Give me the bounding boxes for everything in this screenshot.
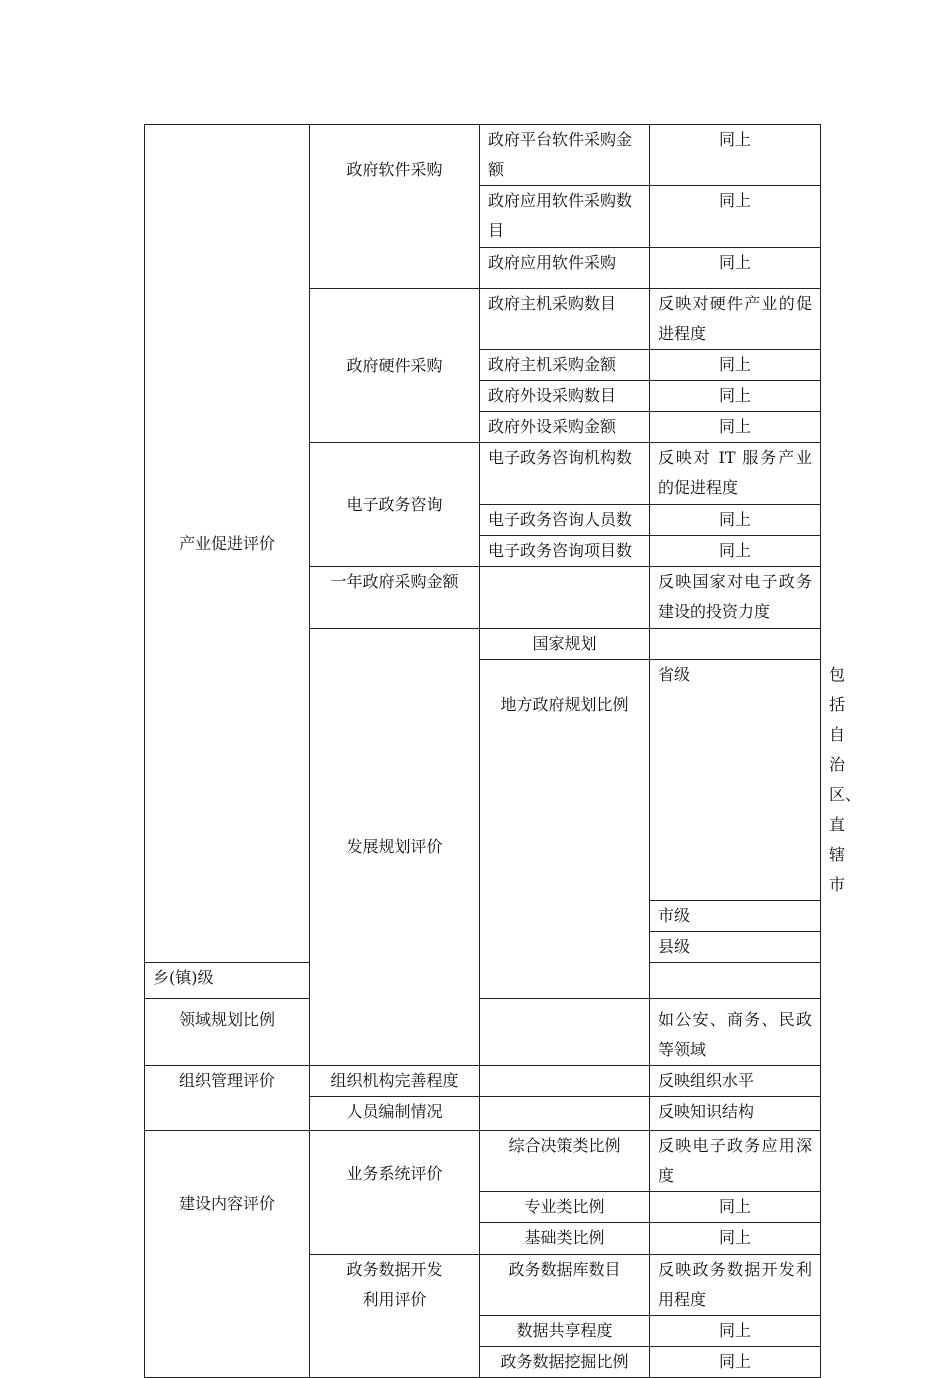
subcategory-cell: 政务数据开发 利用评价: [310, 1255, 480, 1378]
subcategory-cell: 政府硬件采购: [310, 289, 480, 443]
indicator-cell: 数据共享程度: [480, 1316, 650, 1347]
indicator-cell: 政府应用软件采购: [480, 248, 650, 289]
note-cell: 同上: [650, 1347, 821, 1378]
indicator-cell: [480, 1066, 650, 1097]
indicator-cell: 政务数据挖掘比例: [480, 1347, 650, 1378]
note-cell: 同上: [650, 1192, 821, 1223]
subcategory-cell: 地方政府规划比例: [480, 660, 650, 999]
subcategory-cell: 政府软件采购: [310, 125, 480, 289]
indicator-cell: 乡(镇)级: [145, 963, 310, 999]
note-cell: 同上: [650, 412, 821, 443]
subcategory-cell: 国家规划: [480, 629, 650, 660]
note-cell: 反映知识结构: [650, 1097, 821, 1131]
note-cell: [650, 963, 821, 999]
indicator-cell: 电子政务咨询项目数: [480, 536, 650, 567]
indicator-cell: 省级: [650, 660, 821, 901]
indicator-cell: 电子政务咨询人员数: [480, 505, 650, 536]
table-row: [145, 1131, 821, 1192]
indicator-cell: 政府主机采购金额: [480, 350, 650, 381]
table-row: [145, 125, 821, 186]
table-row: [145, 1066, 821, 1097]
indicator-cell: 县级: [650, 932, 821, 963]
subcategory-cell: 电子政务咨询: [310, 443, 480, 567]
note-cell: 同上: [650, 350, 821, 381]
indicator-cell: 政务数据库数目: [480, 1255, 650, 1316]
indicator-cell: 市级: [650, 901, 821, 932]
note-cell: 反映国家对电子政务建设的投资力度: [650, 567, 821, 629]
category-cell: 产业促进评价: [145, 125, 310, 963]
indicator-cell: 电子政务咨询机构数: [480, 443, 650, 505]
indicator-cell: [480, 999, 650, 1066]
note-cell: 反映政务数据开发利用程度: [650, 1255, 821, 1316]
indicator-cell: 政府外设采购数目: [480, 381, 650, 412]
note-cell: 同上: [650, 505, 821, 536]
indicator-cell: [480, 567, 650, 629]
note-cell: 如公安、商务、民政等领域: [650, 999, 821, 1066]
subcategory-cell: 领域规划比例: [145, 999, 310, 1066]
note-cell: 同上: [650, 536, 821, 567]
note-cell: 同上: [650, 125, 821, 186]
indicator-cell: [480, 1097, 650, 1131]
category-cell: 组织管理评价: [145, 1066, 310, 1131]
table-row: 地方政府规划比例 省级 包括自治区、直辖市: [145, 660, 821, 901]
indicator-cell: 基础类比例: [480, 1223, 650, 1255]
note-cell: 反映对硬件产业的促进程度: [650, 289, 821, 350]
note-cell: 同上: [650, 1316, 821, 1347]
table-body: [145, 125, 862, 1378]
note-cell: 同上: [650, 248, 821, 289]
note-cell: 同上: [650, 1223, 821, 1255]
category-cell: 发展规划评价: [310, 629, 480, 1066]
subcategory-cell: 一年政府采购金额: [310, 567, 480, 629]
subcategory-cell: 人员编制情况: [310, 1097, 480, 1131]
indicator-cell: 政府外设采购金额: [480, 412, 650, 443]
subcategory-cell: 组织机构完善程度: [310, 1066, 480, 1097]
note-cell: 同上: [650, 381, 821, 412]
note-cell: 反映电子政务应用深度: [650, 1131, 821, 1192]
indicator-cell: 专业类比例: [480, 1192, 650, 1223]
note-cell: 反映对 IT 服务产业的促进程度: [650, 443, 821, 505]
indicator-cell: 政府平台软件采购金额: [480, 125, 650, 186]
category-cell: 建设内容评价: [145, 1131, 310, 1378]
note-cell: 同上: [650, 186, 821, 248]
indicator-cell: 政府主机采购数目: [480, 289, 650, 350]
evaluation-table: [144, 124, 862, 1378]
indicator-cell: [650, 629, 821, 660]
indicator-cell: 政府应用软件采购数目: [480, 186, 650, 248]
indicator-cell: 综合决策类比例: [480, 1131, 650, 1192]
subcategory-cell: 业务系统评价: [310, 1131, 480, 1255]
note-cell: 反映组织水平: [650, 1066, 821, 1097]
table-row: [145, 999, 821, 1066]
